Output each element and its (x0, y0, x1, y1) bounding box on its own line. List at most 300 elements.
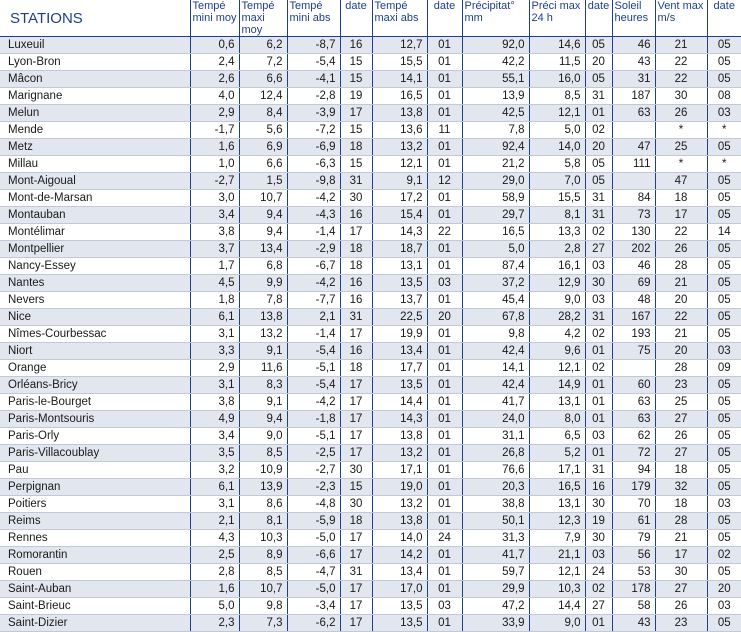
table-cell: 42,4 (462, 343, 529, 360)
table-cell: -6,7 (287, 258, 340, 275)
table-cell: 9,0 (529, 292, 585, 309)
table-cell: 12,7 (372, 37, 427, 54)
table-cell: 21,2 (462, 156, 529, 173)
table-cell: 16 (585, 479, 612, 496)
table-cell: 13,8 (372, 105, 427, 122)
table-cell: 03 (585, 292, 612, 309)
table-cell: 26 (655, 598, 707, 615)
table-cell: 05 (707, 615, 741, 632)
table-row (0, 411, 741, 428)
table-cell: 48 (612, 292, 655, 309)
table-cell: 5,6 (239, 122, 287, 139)
table-row (0, 241, 741, 258)
table-cell: 24 (585, 564, 612, 581)
table-cell: 41,7 (462, 547, 529, 564)
table-cell: 4,2 (529, 326, 585, 343)
table-cell: -4,7 (287, 564, 340, 581)
table-cell: 17 (340, 581, 372, 598)
table-cell: 3,0 (190, 190, 239, 207)
table-cell: -2,3 (287, 479, 340, 496)
table-cell: 17,1 (372, 462, 427, 479)
table-cell: 3,8 (190, 224, 239, 241)
table-cell: 6,1 (190, 309, 239, 326)
table-cell: 22 (655, 309, 707, 326)
table-cell: 19 (340, 88, 372, 105)
header-cell: Tempé mini moy (190, 0, 239, 37)
table-cell: 9,6 (529, 343, 585, 360)
table-cell: -1,8 (287, 411, 340, 428)
table-cell: 20 (585, 54, 612, 71)
table-cell: -3,4 (287, 598, 340, 615)
table-cell: 43 (612, 615, 655, 632)
table-cell: 9,8 (239, 598, 287, 615)
table-row (0, 105, 741, 122)
table-cell: -2,5 (287, 445, 340, 462)
station-name: Saint-Brieuc (0, 598, 190, 615)
table-cell: 05 (707, 479, 741, 496)
table-cell: 47 (612, 139, 655, 156)
table-cell: 22 (427, 224, 462, 241)
table-cell: 18 (340, 241, 372, 258)
table-cell: 15 (340, 54, 372, 71)
table-cell: 25 (655, 139, 707, 156)
table-row (0, 581, 741, 598)
table-cell: 05 (707, 258, 741, 275)
table-cell: 87,4 (462, 258, 529, 275)
table-cell: 60 (612, 377, 655, 394)
table-cell: 05 (707, 37, 741, 54)
table-cell: 30 (655, 564, 707, 581)
table-cell: 27 (655, 445, 707, 462)
table-cell: 05 (585, 156, 612, 173)
table-cell: 24,0 (462, 411, 529, 428)
table-cell: 01 (427, 394, 462, 411)
header-cell: date (707, 0, 741, 37)
table-cell: 179 (612, 479, 655, 496)
table-cell: 9,4 (239, 207, 287, 224)
table-cell: 14,0 (529, 139, 585, 156)
table-cell: 18 (340, 513, 372, 530)
table-cell: 21,1 (529, 547, 585, 564)
table-cell: 41,7 (462, 394, 529, 411)
table-cell: 10,7 (239, 190, 287, 207)
station-name: Mende (0, 122, 190, 139)
table-cell: 8,3 (239, 377, 287, 394)
table-cell: 01 (427, 377, 462, 394)
table-cell: * (707, 156, 741, 173)
table-cell: 14,9 (529, 377, 585, 394)
station-name: Nevers (0, 292, 190, 309)
station-name: Paris-Orly (0, 428, 190, 445)
table-cell: 01 (585, 377, 612, 394)
station-name: Orléans-Bricy (0, 377, 190, 394)
table-cell: 27 (655, 581, 707, 598)
table-cell: -4,2 (287, 394, 340, 411)
table-cell: 13,1 (372, 258, 427, 275)
station-name: Mont-de-Marsan (0, 190, 190, 207)
table-cell: 3,1 (190, 326, 239, 343)
table-cell: 50,1 (462, 513, 529, 530)
table-cell: 58,9 (462, 190, 529, 207)
table-cell: 03 (585, 428, 612, 445)
table-cell: 56 (612, 547, 655, 564)
table-cell: 14,6 (529, 37, 585, 54)
table-cell: 02 (585, 581, 612, 598)
table-cell: -4,3 (287, 207, 340, 224)
station-name: Metz (0, 139, 190, 156)
table-cell: 31 (585, 462, 612, 479)
table-cell: 01 (427, 343, 462, 360)
station-name: Reims (0, 513, 190, 530)
table-cell: 16 (340, 275, 372, 292)
table-cell: 27 (585, 241, 612, 258)
table-cell: 84 (612, 190, 655, 207)
table-cell: 01 (427, 496, 462, 513)
table-cell: -2,7 (190, 173, 239, 190)
station-name: Nice (0, 309, 190, 326)
table-cell: 30 (585, 530, 612, 547)
table-cell: 05 (707, 530, 741, 547)
table-cell: -5,4 (287, 377, 340, 394)
table-cell: 02 (585, 326, 612, 343)
table-cell: 05 (707, 190, 741, 207)
table-cell: 22 (655, 54, 707, 71)
table-cell: 202 (612, 241, 655, 258)
table-cell: 24 (427, 530, 462, 547)
table-cell: 14 (707, 224, 741, 241)
station-name: Lyon-Bron (0, 54, 190, 71)
table-cell: 193 (612, 326, 655, 343)
table-cell: 9,9 (239, 275, 287, 292)
table-cell: 3,4 (190, 207, 239, 224)
table-cell: -4,1 (287, 71, 340, 88)
table-cell: 6,8 (239, 258, 287, 275)
table-cell: -1,4 (287, 224, 340, 241)
table-row (0, 564, 741, 581)
table-cell: 7,8 (462, 122, 529, 139)
table-cell: -2,8 (287, 88, 340, 105)
table-cell: 11 (427, 122, 462, 139)
table-cell: 01 (427, 513, 462, 530)
table-cell: 03 (707, 343, 741, 360)
table-cell: 26 (655, 428, 707, 445)
table-cell: 19,0 (372, 479, 427, 496)
table-cell (612, 122, 655, 139)
table-cell: 18,7 (372, 241, 427, 258)
table-row (0, 615, 741, 632)
table-cell: 30 (585, 275, 612, 292)
table-cell: -5,4 (287, 54, 340, 71)
table-cell: 03 (707, 496, 741, 513)
table-cell: 73 (612, 207, 655, 224)
table-cell: 21 (655, 275, 707, 292)
table-cell: 7,0 (529, 173, 585, 190)
table-cell: 16 (340, 343, 372, 360)
table-cell: 130 (612, 224, 655, 241)
table-cell: 178 (612, 581, 655, 598)
table-cell: 9,4 (239, 224, 287, 241)
table-cell: 5,8 (529, 156, 585, 173)
table-cell: 21 (655, 326, 707, 343)
table-cell: 14,1 (372, 71, 427, 88)
table-row (0, 224, 741, 241)
table-cell: 75 (612, 343, 655, 360)
table-cell: 14,3 (372, 224, 427, 241)
table-cell: 15 (340, 479, 372, 496)
table-cell: 13,5 (372, 377, 427, 394)
table-cell: 03 (585, 547, 612, 564)
table-cell: 02 (585, 224, 612, 241)
table-cell: 01 (585, 343, 612, 360)
table-row (0, 88, 741, 105)
table-cell: 01 (427, 241, 462, 258)
table-cell: 92,4 (462, 139, 529, 156)
table-cell: 18 (340, 139, 372, 156)
table-cell: 13,8 (239, 309, 287, 326)
table-cell: 6,6 (239, 156, 287, 173)
table-cell: 01 (427, 71, 462, 88)
table-cell: 17,1 (529, 462, 585, 479)
table-cell: 9,0 (529, 615, 585, 632)
table-row (0, 275, 741, 292)
table-cell: 3,5 (190, 445, 239, 462)
table-cell: 46 (612, 258, 655, 275)
table-cell: 21 (655, 530, 707, 547)
station-name: Rouen (0, 564, 190, 581)
table-cell: 03 (707, 598, 741, 615)
table-cell: 2,9 (190, 105, 239, 122)
station-name: Niort (0, 343, 190, 360)
table-cell: 1,7 (190, 258, 239, 275)
table-cell: 62 (612, 428, 655, 445)
table-cell: 6,1 (190, 479, 239, 496)
table-cell: -5,0 (287, 581, 340, 598)
table-cell: -6,6 (287, 547, 340, 564)
table-cell: 8,1 (529, 207, 585, 224)
table-cell: 17 (340, 326, 372, 343)
table-cell: 8,5 (529, 88, 585, 105)
table-cell: -9,8 (287, 173, 340, 190)
table-cell: 94 (612, 462, 655, 479)
header-stations: STATIONS (0, 0, 190, 37)
table-cell: 30 (585, 496, 612, 513)
table-cell: -7,7 (287, 292, 340, 309)
table-cell: 01 (427, 326, 462, 343)
table-cell: 18 (340, 258, 372, 275)
table-cell: 31 (340, 309, 372, 326)
table-row (0, 207, 741, 224)
table-cell: 12,1 (529, 360, 585, 377)
table-cell: -1,7 (190, 122, 239, 139)
table-cell: 67,8 (462, 309, 529, 326)
table-cell: 26,8 (462, 445, 529, 462)
table-row (0, 428, 741, 445)
table-cell: 13,3 (529, 224, 585, 241)
station-name: Paris-le-Bourget (0, 394, 190, 411)
table-cell: 02 (585, 360, 612, 377)
table-cell: 05 (707, 139, 741, 156)
station-name: Mont-Aigoual (0, 173, 190, 190)
table-cell: 13,4 (372, 564, 427, 581)
table-cell: 70 (612, 496, 655, 513)
table-cell: 20 (427, 309, 462, 326)
table-cell: 05 (707, 54, 741, 71)
table-cell: 2,1 (190, 513, 239, 530)
table-cell: 59,7 (462, 564, 529, 581)
table-cell: 17,0 (372, 581, 427, 598)
table-cell: 10,3 (239, 530, 287, 547)
station-name: Nîmes-Courbessac (0, 326, 190, 343)
table-cell: 7,3 (239, 615, 287, 632)
table-cell: 19,9 (372, 326, 427, 343)
table-cell: 20 (707, 581, 741, 598)
table-cell: 14,0 (372, 530, 427, 547)
table-cell: 9,1 (372, 173, 427, 190)
table-cell: 12,1 (529, 564, 585, 581)
table-cell: 1,0 (190, 156, 239, 173)
station-name: Orange (0, 360, 190, 377)
header-cell: Tempé maxi moy (239, 0, 287, 37)
table-cell: 37,2 (462, 275, 529, 292)
station-name: Marignane (0, 88, 190, 105)
table-cell: 13,4 (239, 241, 287, 258)
table-cell: 01 (427, 37, 462, 54)
header-cell: Vent max m/s (655, 0, 707, 37)
table-cell: 22,5 (372, 309, 427, 326)
table-cell: 13,1 (529, 394, 585, 411)
table-row (0, 190, 741, 207)
table-cell: 01 (585, 615, 612, 632)
header-cell: Tempé mini abs (287, 0, 340, 37)
station-name: Perpignan (0, 479, 190, 496)
table-cell: 01 (427, 479, 462, 496)
table-cell: 20,3 (462, 479, 529, 496)
table-cell: 9,0 (239, 428, 287, 445)
table-cell: 79 (612, 530, 655, 547)
table-cell: 05 (707, 71, 741, 88)
table-row (0, 377, 741, 394)
table-cell: * (655, 122, 707, 139)
table-cell: 8,0 (529, 411, 585, 428)
station-name: Montélimar (0, 224, 190, 241)
table-cell: 05 (707, 564, 741, 581)
header-cell: date (340, 0, 372, 37)
table-cell: 10,7 (239, 581, 287, 598)
table-row (0, 173, 741, 190)
table-row (0, 445, 741, 462)
table-cell: 2,4 (190, 54, 239, 71)
table-cell: 03 (427, 598, 462, 615)
header-row (0, 0, 741, 37)
table-cell: 01 (585, 445, 612, 462)
table-cell: 2,8 (190, 564, 239, 581)
table-cell: 20 (655, 343, 707, 360)
table-cell: 5,0 (190, 598, 239, 615)
table-cell: 187 (612, 88, 655, 105)
table-body (0, 37, 741, 632)
table-cell: 69 (612, 275, 655, 292)
table-cell: 4,3 (190, 530, 239, 547)
table-cell: -2,7 (287, 462, 340, 479)
table-cell: -6,3 (287, 156, 340, 173)
table-cell: 03 (707, 105, 741, 122)
table-cell: 8,9 (239, 547, 287, 564)
table-cell: 92,0 (462, 37, 529, 54)
table-cell: 31 (340, 564, 372, 581)
table-cell: 28,2 (529, 309, 585, 326)
table-cell: 167 (612, 309, 655, 326)
table-cell: 22 (655, 71, 707, 88)
table-cell: 05 (707, 275, 741, 292)
table-cell: 10,3 (529, 581, 585, 598)
station-name: Romorantin (0, 547, 190, 564)
table-cell: 26 (655, 241, 707, 258)
table-cell: 13,5 (372, 615, 427, 632)
table-cell: 17,7 (372, 360, 427, 377)
table-cell: -6,9 (287, 139, 340, 156)
table-cell: 58 (612, 598, 655, 615)
table-cell: 09 (707, 360, 741, 377)
table-cell: 13,8 (372, 513, 427, 530)
table-cell: 01 (585, 394, 612, 411)
table-cell: 12,1 (372, 156, 427, 173)
table-cell: 1,6 (190, 581, 239, 598)
table-cell: 76,6 (462, 462, 529, 479)
table-cell: 5,0 (529, 122, 585, 139)
table-cell: 21 (655, 37, 707, 54)
table-cell: 7,2 (239, 54, 287, 71)
table-row (0, 547, 741, 564)
table-cell: 05 (707, 292, 741, 309)
table-cell: -5,1 (287, 428, 340, 445)
table-cell: 13,8 (372, 428, 427, 445)
table-cell: 16 (340, 37, 372, 54)
table-cell: 05 (585, 173, 612, 190)
table-cell: 8,6 (239, 496, 287, 513)
table-cell: 18 (655, 190, 707, 207)
table-cell: 45,4 (462, 292, 529, 309)
table-cell: 01 (427, 411, 462, 428)
table-row (0, 122, 741, 139)
table-cell: 5,2 (529, 445, 585, 462)
table-cell: 30 (340, 496, 372, 513)
table-cell: 10,9 (239, 462, 287, 479)
table-cell: 03 (585, 258, 612, 275)
table-cell: -6,2 (287, 615, 340, 632)
table-cell: 2,3 (190, 615, 239, 632)
table-cell: 46 (612, 37, 655, 54)
table-cell: 01 (427, 428, 462, 445)
table-cell: 27 (585, 598, 612, 615)
table-cell: 11,6 (239, 360, 287, 377)
table-cell: 13,1 (529, 496, 585, 513)
table-row (0, 598, 741, 615)
table-cell: 8,1 (239, 513, 287, 530)
table-cell: 47 (655, 173, 707, 190)
station-name: Paris-Montsouris (0, 411, 190, 428)
table-cell: 33,9 (462, 615, 529, 632)
table-cell: 01 (427, 615, 462, 632)
table-cell: 05 (707, 241, 741, 258)
table-cell: 13,2 (239, 326, 287, 343)
station-name: Poitiers (0, 496, 190, 513)
table-cell: 3,3 (190, 343, 239, 360)
table-cell: 53 (612, 564, 655, 581)
table-cell: 14,2 (372, 547, 427, 564)
table-cell: 17 (340, 224, 372, 241)
table-cell: 01 (427, 190, 462, 207)
table-cell: -4,2 (287, 275, 340, 292)
